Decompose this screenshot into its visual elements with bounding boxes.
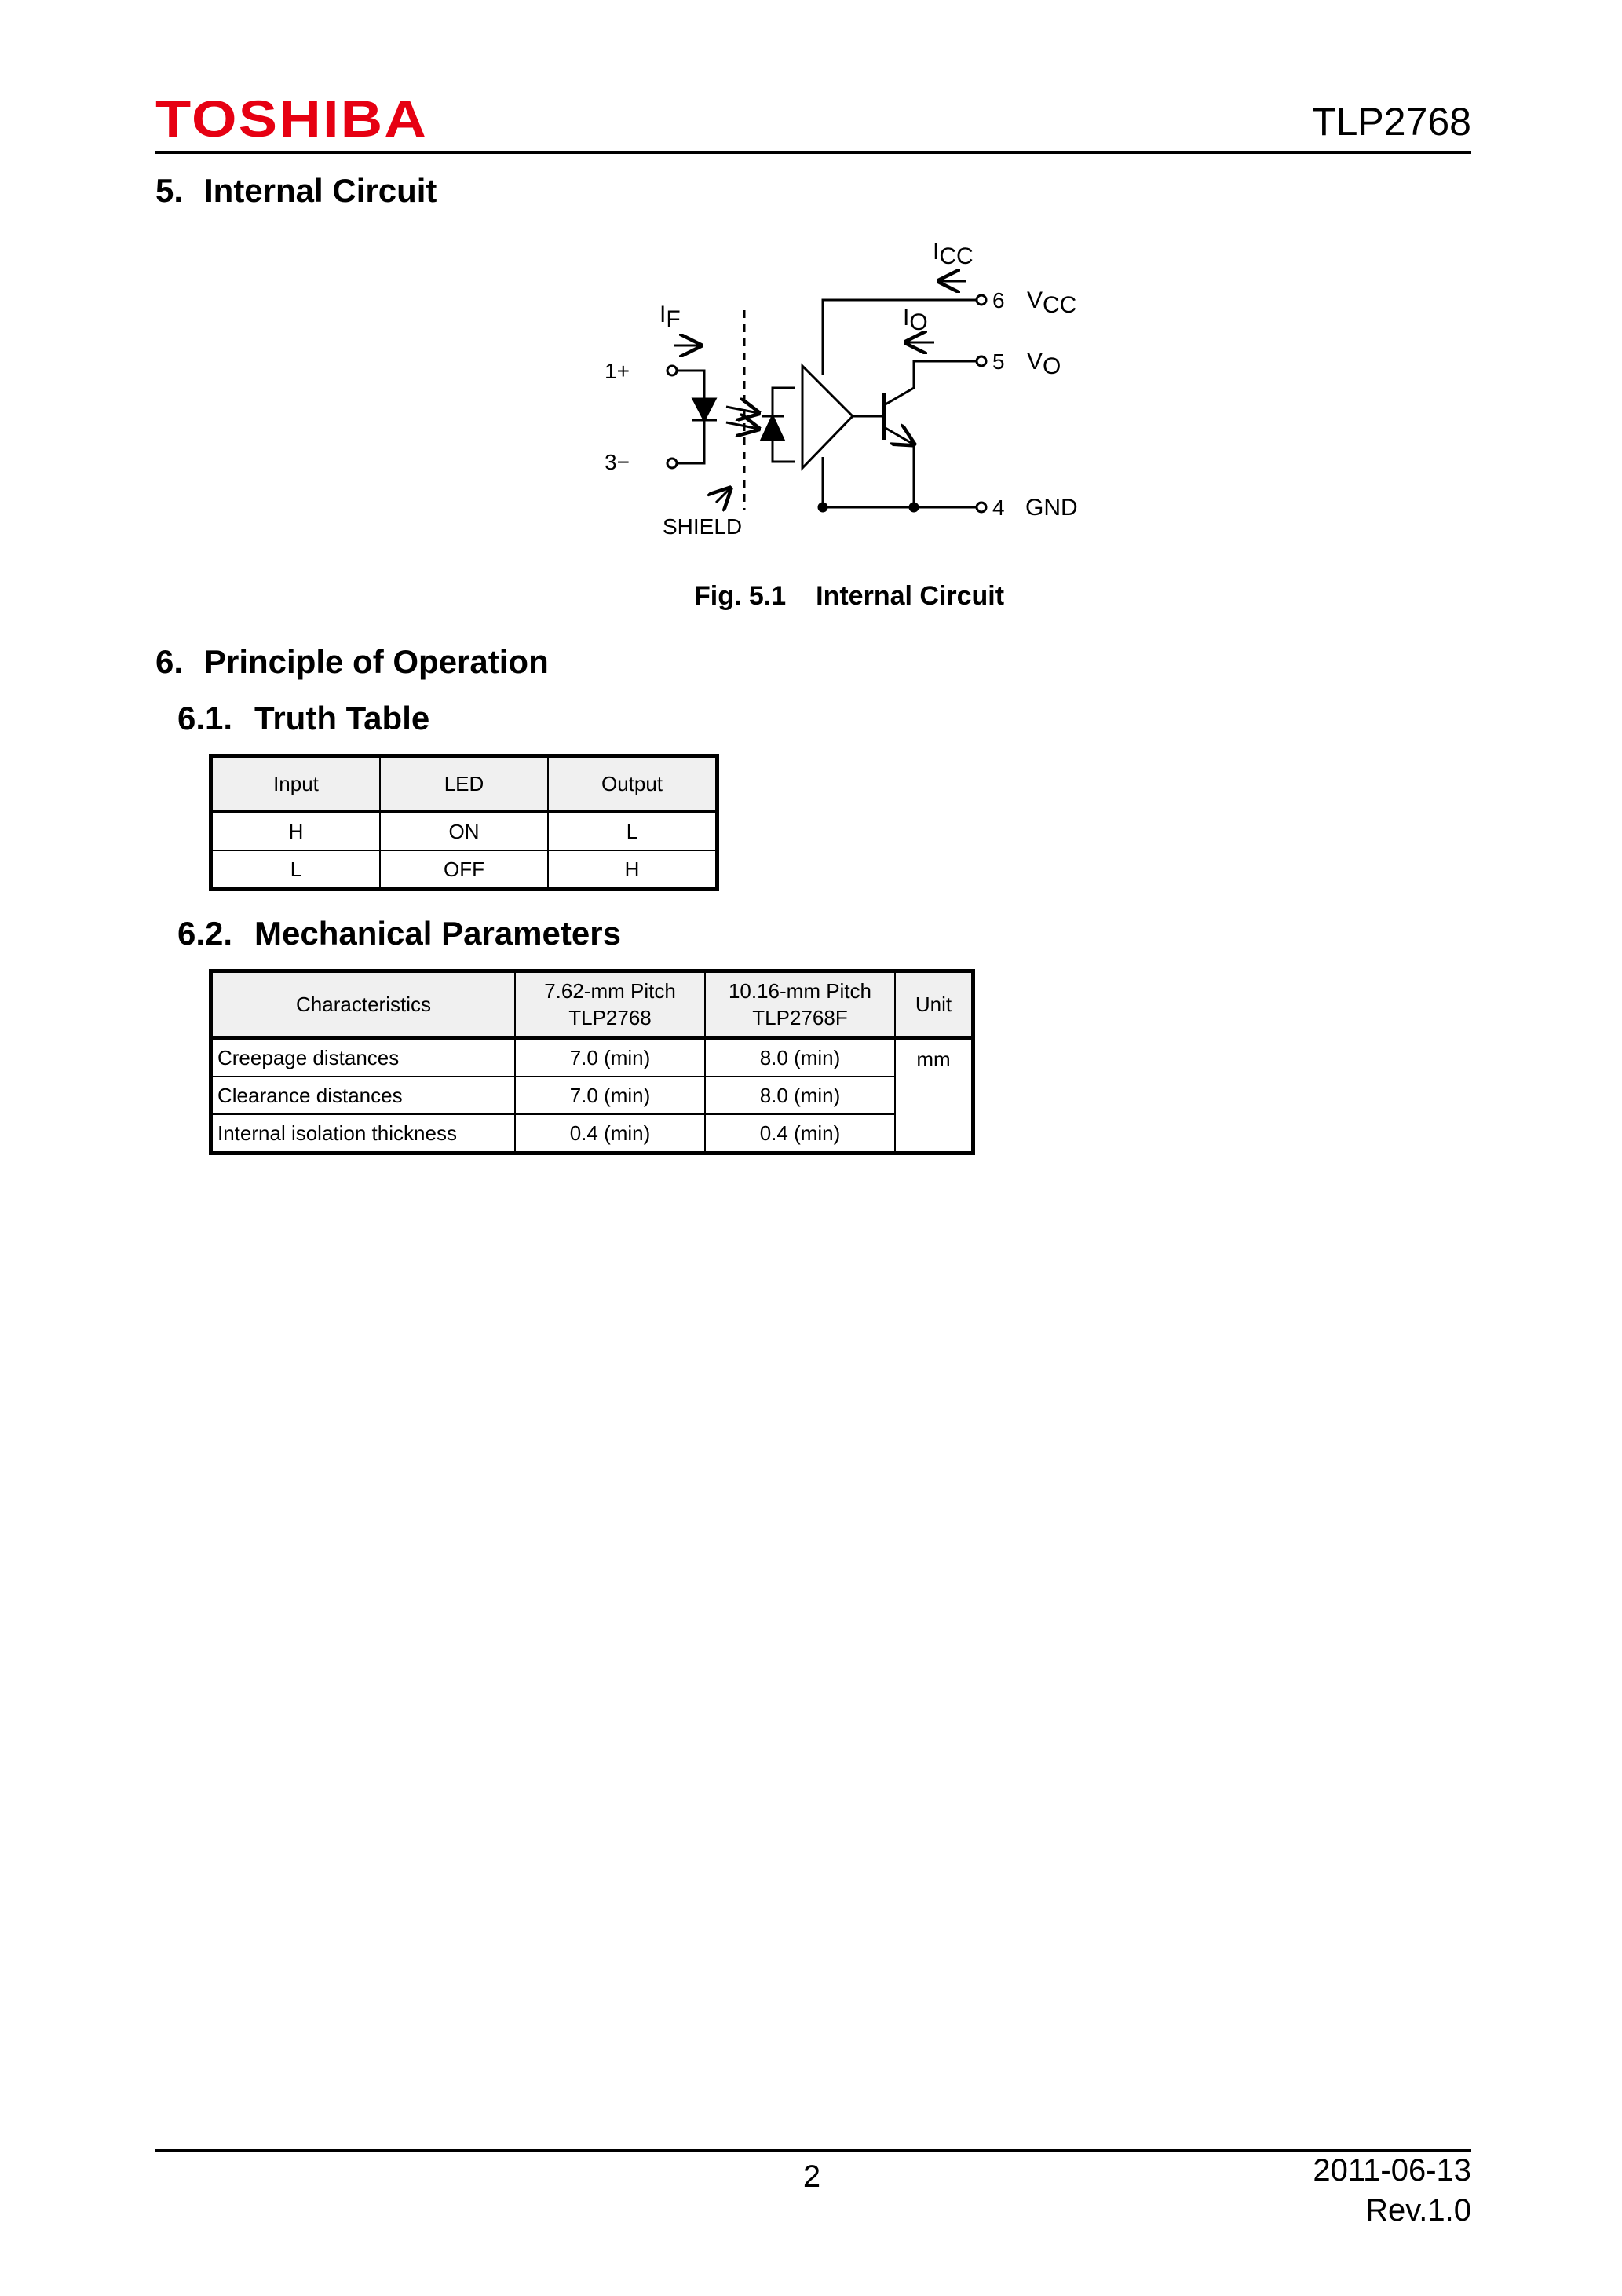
header-rule — [155, 151, 1471, 154]
unit-cell: mm — [895, 1038, 974, 1153]
table-row — [211, 812, 718, 851]
amplifier — [802, 366, 853, 468]
table-row — [211, 1038, 974, 1077]
subsection-title: Mechanical Parameters — [254, 915, 621, 952]
vo-pin-number: 5 — [992, 349, 1005, 374]
table-cell: ON — [380, 812, 548, 851]
table-cell: 0.4 (min) — [705, 1114, 895, 1153]
truth-table — [209, 754, 719, 891]
table-row — [211, 850, 718, 890]
photodiode — [762, 416, 784, 440]
section-title: Internal Circuit — [204, 172, 437, 209]
shield-label: SHIELD — [663, 514, 743, 539]
table-cell: 0.4 (min) — [515, 1114, 705, 1153]
io-label: IO — [903, 305, 928, 335]
column-header: LED — [380, 756, 548, 812]
column-header-characteristics: Characteristics — [211, 971, 516, 1038]
section-number: 5. — [155, 172, 184, 209]
column-header-pitch-762: 7.62-mm Pitch TLP2768 — [515, 971, 705, 1038]
vcc-pin-number: 6 — [992, 288, 1005, 313]
column-header: Input — [211, 756, 381, 812]
gnd-terminal — [977, 503, 986, 512]
section-5-heading — [155, 174, 437, 207]
table-cell: 8.0 (min) — [705, 1077, 895, 1114]
gnd-label: GND — [1025, 495, 1078, 521]
vcc-label: VCC — [1027, 287, 1077, 318]
section-6-heading — [155, 645, 549, 678]
vcc-terminal — [977, 295, 986, 305]
pin1-label: 1+ — [605, 359, 630, 383]
vo-label: VO — [1027, 349, 1061, 379]
gnd-pin-number: 4 — [992, 495, 1005, 520]
table-cell: Creepage distances — [211, 1038, 516, 1077]
figure-number: Fig. 5.1 — [694, 581, 787, 611]
subsection-number: 6.2. — [177, 915, 233, 952]
pin3-terminal — [667, 459, 677, 468]
section-6-2-heading — [177, 917, 621, 950]
part-number: TLP2768 — [1312, 100, 1471, 144]
table-row — [211, 1077, 974, 1114]
table-cell: 7.0 (min) — [515, 1038, 705, 1077]
table-cell: Clearance distances — [211, 1077, 516, 1114]
vo-terminal — [977, 356, 986, 366]
table-row — [211, 1114, 974, 1153]
footer-date: 2011-06-13 — [1313, 2153, 1471, 2188]
footer-rule — [155, 2149, 1471, 2152]
table-cell: H — [211, 812, 381, 851]
column-header-pitch-1016: 10.16-mm Pitch TLP2768F — [705, 971, 895, 1038]
table-cell: L — [548, 812, 718, 851]
column-header-unit: Unit — [895, 971, 974, 1038]
pin1-terminal — [667, 366, 677, 375]
figure-title: Internal Circuit — [816, 581, 1005, 611]
internal-circuit-diagram — [581, 228, 1162, 558]
section-number: 6. — [155, 643, 184, 680]
icc-label: ICC — [933, 239, 974, 269]
section-title: Principle of Operation — [204, 643, 549, 680]
toshiba-logo: TOSHIBA — [155, 90, 428, 148]
if-label: IF — [659, 302, 681, 332]
table-cell: Internal isolation thickness — [211, 1114, 516, 1153]
subsection-title: Truth Table — [254, 700, 430, 737]
column-header: Output — [548, 756, 718, 812]
pin3-label: 3− — [605, 450, 630, 474]
led-triangle — [693, 399, 715, 420]
table-cell: 7.0 (min) — [515, 1077, 705, 1114]
table-cell: L — [211, 850, 381, 890]
figure-caption — [694, 583, 1004, 609]
table-cell: OFF — [380, 850, 548, 890]
section-6-1-heading — [177, 702, 429, 735]
table-cell: 8.0 (min) — [705, 1038, 895, 1077]
table-cell: H — [548, 850, 718, 890]
footer-revision: Rev.1.0 — [1365, 2193, 1471, 2228]
mechanical-parameters-table — [209, 969, 975, 1155]
page-number: 2 — [802, 2159, 821, 2194]
subsection-number: 6.1. — [177, 700, 233, 737]
